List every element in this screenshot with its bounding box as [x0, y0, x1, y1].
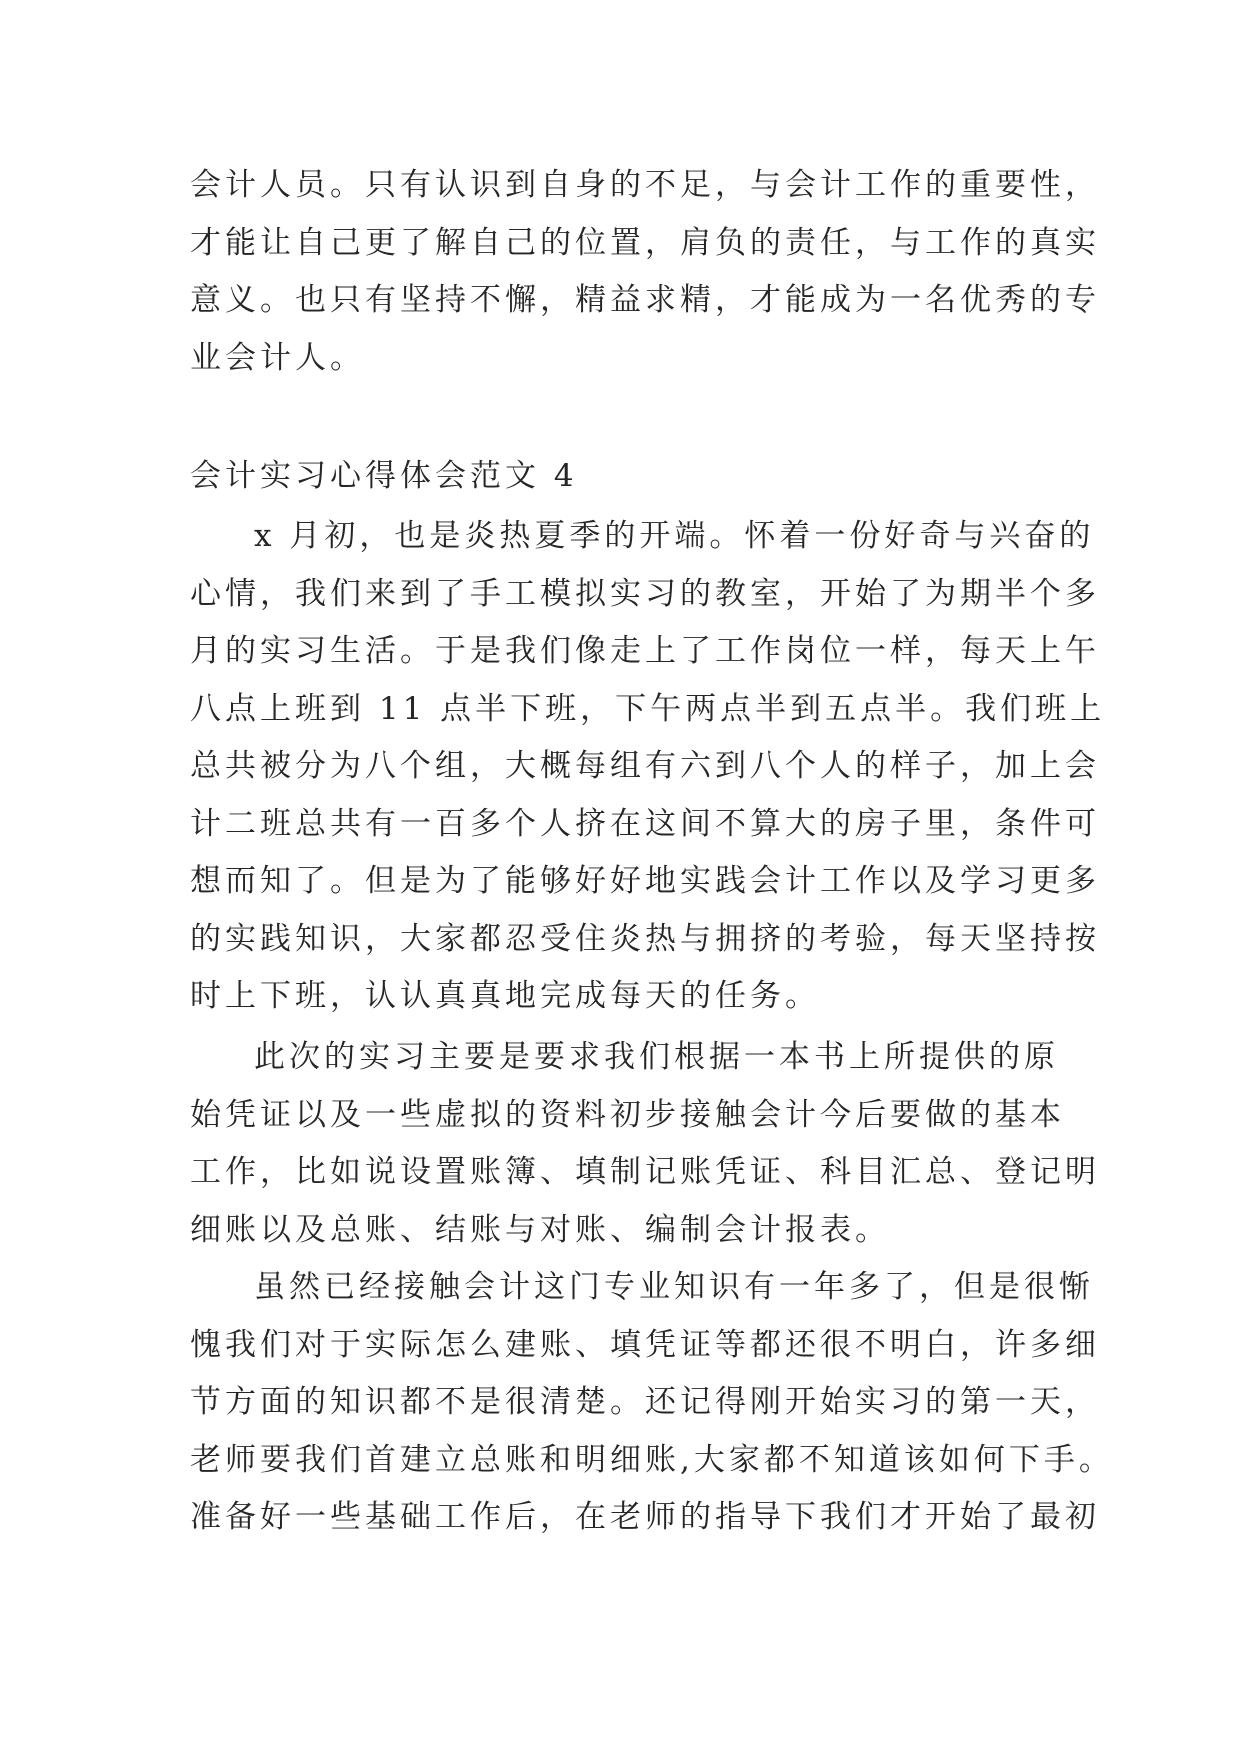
section-heading-block	[190, 448, 1050, 506]
top-paragraph	[190, 157, 1100, 387]
paragraph-line: 总共被分为八个组，大概每组有六到八个人的样子，加上会	[190, 748, 1100, 784]
paragraph-line: 细账以及总账、结账与对账、编制会计报表。	[190, 1211, 890, 1248]
section-heading: 会计实习心得体会范文 4	[190, 458, 578, 494]
paragraph-line: 虽然已经接触会计这门专业知识有一年多了，但是很惭	[254, 1269, 1094, 1305]
paragraph-line: 想而知了。但是为了能够好好地实践会计工作以及学习更多	[190, 863, 1100, 899]
paragraph-line: 准备好一些基础工作后，在老师的指导下我们才开始了最初	[190, 1499, 1100, 1535]
paragraph-line: 时上下班，认认真真地完成每天的任务。	[190, 978, 820, 1014]
paragraph-line: 老师要我们首建立总账和明细账,大家都不知道该如何下手。	[190, 1441, 1114, 1478]
paragraph-line: 才能让自己更了解自己的位置，肩负的责任，与工作的真实	[190, 224, 1100, 261]
paragraph-line: 意义。也只有坚持不懈，精益求精，才能成为一名优秀的专	[190, 282, 1100, 318]
paragraph-2	[190, 1029, 1100, 1259]
paragraph-line: 八点上班到 11 点半下班，下午两点半到五点半。我们班上	[190, 690, 1106, 727]
paragraph-line: 会计人员。只有认识到自身的不足，与会计工作的重要性，	[190, 167, 1100, 203]
paragraph-line: 心情，我们来到了手工模拟实习的教室，开始了为期半个多	[190, 575, 1100, 612]
paragraph-line: 的实践知识，大家都忍受住炎热与拥挤的考验，每天坚持按	[190, 920, 1100, 957]
paragraph-line: 业会计人。	[190, 339, 365, 376]
paragraph-line: 愧我们对于实际怎么建账、填凭证等都还很不明白，许多细	[190, 1326, 1100, 1363]
paragraph-line: x 月初，也是炎热夏季的开端。怀着一份好奇与兴奋的	[254, 518, 1095, 554]
paragraph-1	[190, 508, 1106, 1026]
paragraph-line: 工作，比如说设置账簿、填制记账凭证、科目汇总、登记明	[190, 1154, 1100, 1190]
paragraph-line: 始凭证以及一些虚拟的资料初步接触会计今后要做的基本	[190, 1096, 1065, 1133]
paragraph-line: 月的实习生活。于是我们像走上了工作岗位一样，每天上午	[190, 633, 1100, 669]
paragraph-line: 计二班总共有一百多个人挤在这间不算大的房子里，条件可	[190, 805, 1100, 842]
paragraph-line: 节方面的知识都不是很清楚。还记得刚开始实习的第一天，	[190, 1384, 1100, 1420]
paragraph-line: 此次的实习主要是要求我们根据一本书上所提供的原	[254, 1039, 1059, 1075]
paragraph-3	[190, 1259, 1114, 1547]
